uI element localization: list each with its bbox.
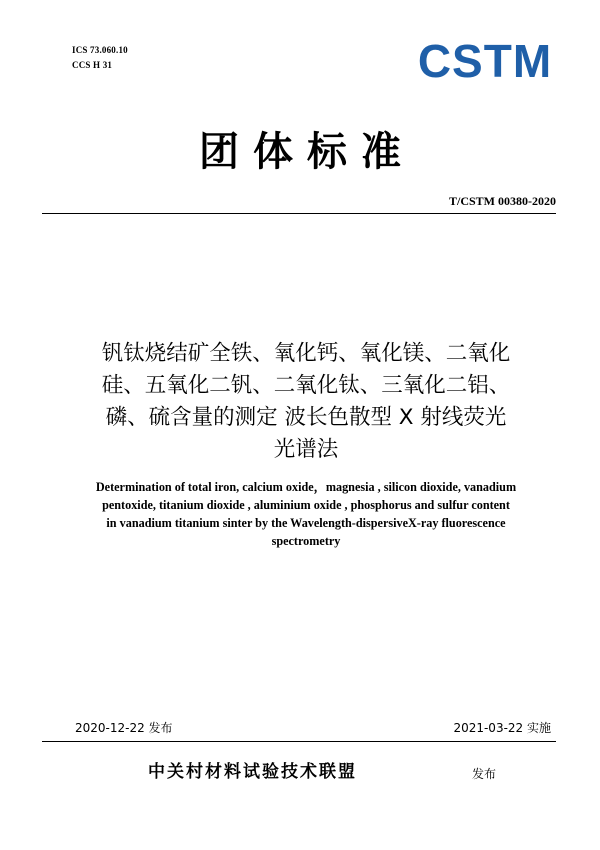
ics-code: ICS 73.060.10 [72, 45, 128, 55]
cstm-logo-text: CSTM [417, 40, 553, 82]
chinese-title-line: 光谱法 [273, 437, 339, 462]
issue-label: 发布 [472, 767, 497, 781]
bottom-divider [42, 741, 556, 742]
top-divider [42, 213, 556, 214]
chinese-title-line: 钒钛烧结矿全铁、氧化钙、氧化镁、二氧化 [101, 341, 511, 366]
standard-number: T/CSTM 00380-2020 [448, 194, 556, 208]
ccs-code: CCS H 31 [72, 60, 113, 70]
english-title-line: pentoxide, titanium dioxide , aluminium oxide , phosphorus and sulfur content [102, 498, 510, 512]
english-title-line: spectrometry [271, 534, 341, 548]
issuing-organization: 中关村材料试验技术联盟 [148, 762, 357, 782]
cstm-logo [415, 40, 555, 82]
chinese-title-line: 磷、硫含量的测定 波长色散型 X 射线荧光 [105, 405, 507, 430]
chinese-title-line: 硅、五氧化二钒、二氧化钛、三氧化二铝、 [101, 373, 511, 398]
publish-date: 2020-12-22 发布 [75, 721, 173, 735]
implement-date: 2021-03-22 实施 [453, 721, 551, 735]
english-title [56, 478, 556, 550]
english-title-line: Determination of total iron, calcium oxide，magnesia , silicon dioxide, vanadium [95, 480, 517, 494]
english-title-line: in vanadium titanium sinter by the Wavelength-dispersiveX-ray fluorescence [106, 516, 506, 530]
document-type-title: 团体标准 [199, 128, 415, 175]
chinese-title [56, 338, 556, 466]
